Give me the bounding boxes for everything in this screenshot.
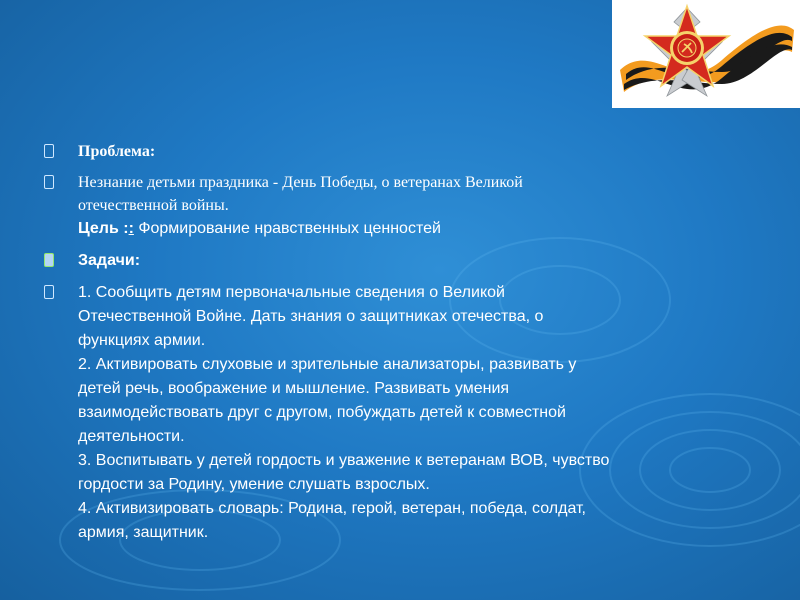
goal-text: Формирование нравственных ценностей <box>133 220 441 237</box>
problem-heading: Проблема: <box>78 143 156 160</box>
task-line: 4. Активизировать словарь: Родина, герой, ветеран, победа, солдат, <box>78 500 586 517</box>
problem-text-line: Незнание детьми праздника - День Победы, о ветеранах Великой <box>78 174 523 191</box>
goal-label: Цель : <box>78 220 129 237</box>
task-line: гордости за Родину, умение слушать взрослых. <box>78 476 430 493</box>
square-bullet-icon <box>44 144 54 158</box>
task-line: детей речь, воображение и мышление. Развивать умения <box>78 380 510 397</box>
goal-colon: : <box>128 220 134 237</box>
list-item-problem-heading <box>44 140 764 163</box>
square-bullet-icon <box>44 175 54 189</box>
list-item-tasks <box>44 281 764 545</box>
square-bullet-icon <box>44 285 54 299</box>
emblem-box <box>612 0 800 108</box>
content-block <box>44 140 764 553</box>
task-line: деятельности. <box>78 428 185 445</box>
list-item-problem-text <box>44 171 764 241</box>
task-line: функциях армии. <box>78 332 206 349</box>
list-item-tasks-heading <box>44 249 764 273</box>
task-line: 2. Активировать слуховые и зрительные анализаторы, развивать у <box>78 356 577 373</box>
task-line: 3. Воспитывать у детей гордость и уважение к ветеранам ВОВ, чувство <box>78 452 610 469</box>
tasks-heading: Задачи: <box>78 252 141 269</box>
task-line: армия, защитник. <box>78 524 209 541</box>
square-bullet-icon <box>44 253 54 267</box>
task-line: Отечественной Войне. Дать знания о защитниках отечества, о <box>78 308 544 325</box>
problem-text-line: отечественной войны. <box>78 197 229 214</box>
victory-order-emblem-icon <box>612 0 800 108</box>
task-line: взаимодействовать друг с другом, побуждать детей к совместной <box>78 404 566 421</box>
goal-line <box>78 217 764 241</box>
task-line: 1. Сообщить детям первоначальные сведения о Великой <box>78 284 505 301</box>
